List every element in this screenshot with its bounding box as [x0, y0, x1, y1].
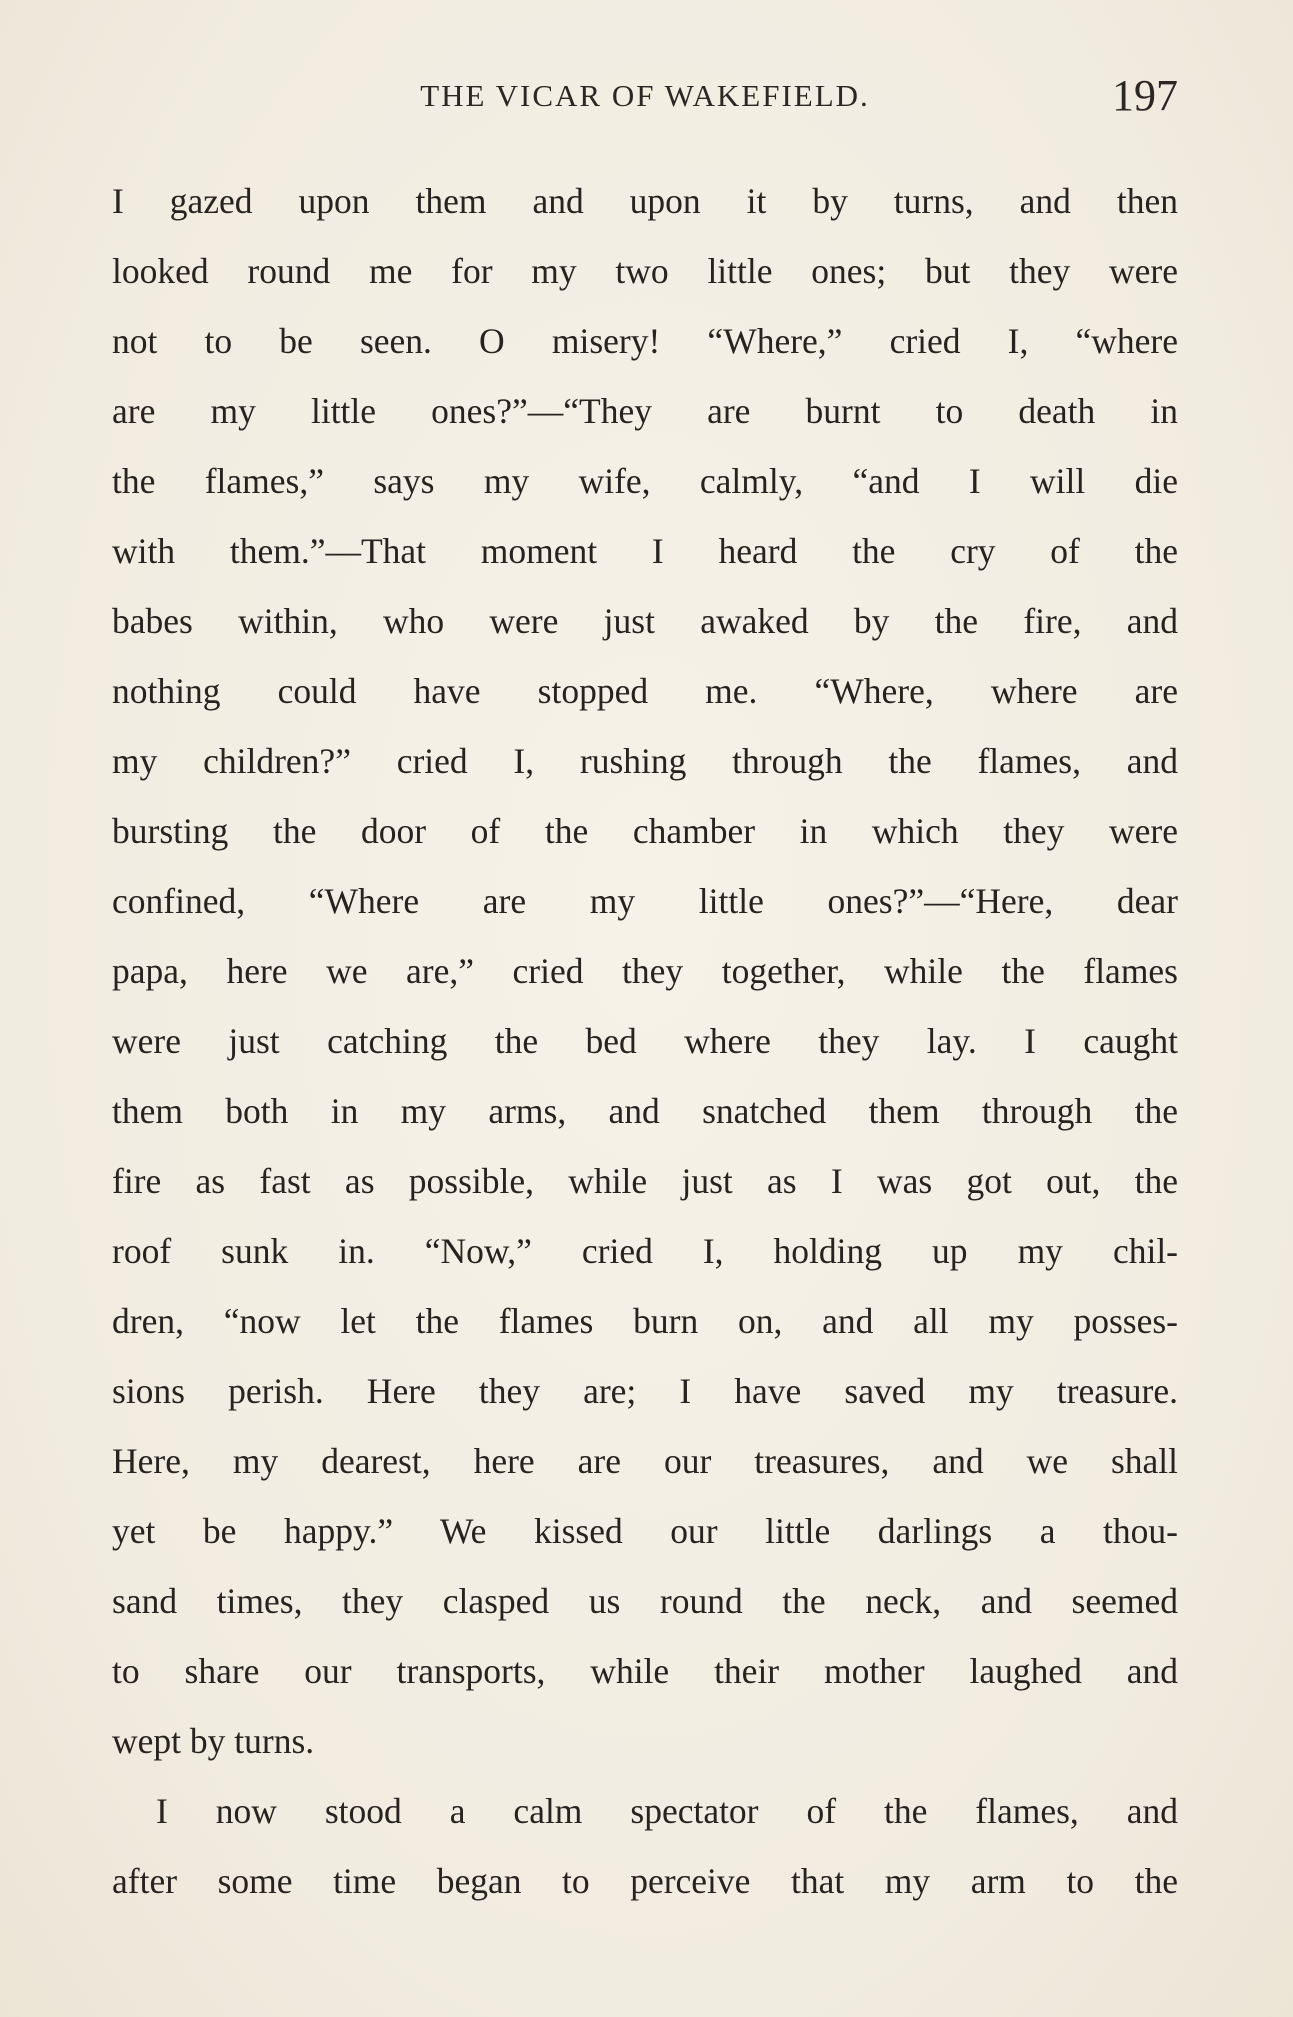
text-line: yet be happy.” We kissed our little darlings a thou- — [112, 1511, 1178, 1551]
text-line: after some time began to perceive that my arm to the — [112, 1861, 1178, 1901]
running-title: THE VICAR OF WAKEFIELD. — [420, 78, 870, 113]
text-line: my children?” cried I, rushing through the flames, and — [112, 741, 1178, 781]
text-line: the flames,” says my wife, calmly, “and I will die — [112, 461, 1178, 501]
text-line: to share our transports, while their mother laughed and — [112, 1651, 1178, 1691]
page-number: 197 — [1112, 71, 1178, 120]
text-line: with them.”—That moment I heard the cry of the — [112, 531, 1178, 571]
text-line: are my little ones?”—“They are burnt to death in — [112, 391, 1178, 431]
text-line: Here, my dearest, here are our treasures, and we shall — [112, 1441, 1178, 1481]
text-line: roof sunk in. “Now,” cried I, holding up my chil- — [112, 1231, 1178, 1271]
running-header — [112, 70, 1178, 120]
text-line: looked round me for my two little ones; but they were — [112, 251, 1178, 291]
text-line: nothing could have stopped me. “Where, where are — [112, 671, 1178, 711]
text-line: papa, here we are,” cried they together, while the flames — [112, 951, 1178, 991]
text-line: were just catching the bed where they lay. I caught — [112, 1021, 1178, 1061]
text-line: dren, “now let the flames burn on, and all my posses- — [112, 1301, 1178, 1341]
text-line: I gazed upon them and upon it by turns, and then — [112, 181, 1178, 221]
text-line: confined, “Where are my little ones?”—“Here, dear — [112, 881, 1178, 921]
body-text — [112, 166, 1178, 1916]
text-line: fire as fast as possible, while just as I was got out, the — [112, 1161, 1178, 1201]
paragraph-end-line: wept by turns. — [112, 1721, 315, 1761]
text-line: babes within, who were just awaked by the fire, and — [112, 601, 1178, 641]
paragraph-start-line: I now stood a calm spectator of the flames, and — [156, 1791, 1178, 1831]
text-line: bursting the door of the chamber in which they were — [112, 811, 1178, 851]
text-line: not to be seen. O misery! “Where,” cried I, “where — [112, 321, 1178, 361]
text-line: sions perish. Here they are; I have saved my treasure. — [112, 1371, 1178, 1411]
text-line: them both in my arms, and snatched them through the — [112, 1091, 1178, 1131]
text-line: sand times, they clasped us round the neck, and seemed — [112, 1581, 1178, 1621]
